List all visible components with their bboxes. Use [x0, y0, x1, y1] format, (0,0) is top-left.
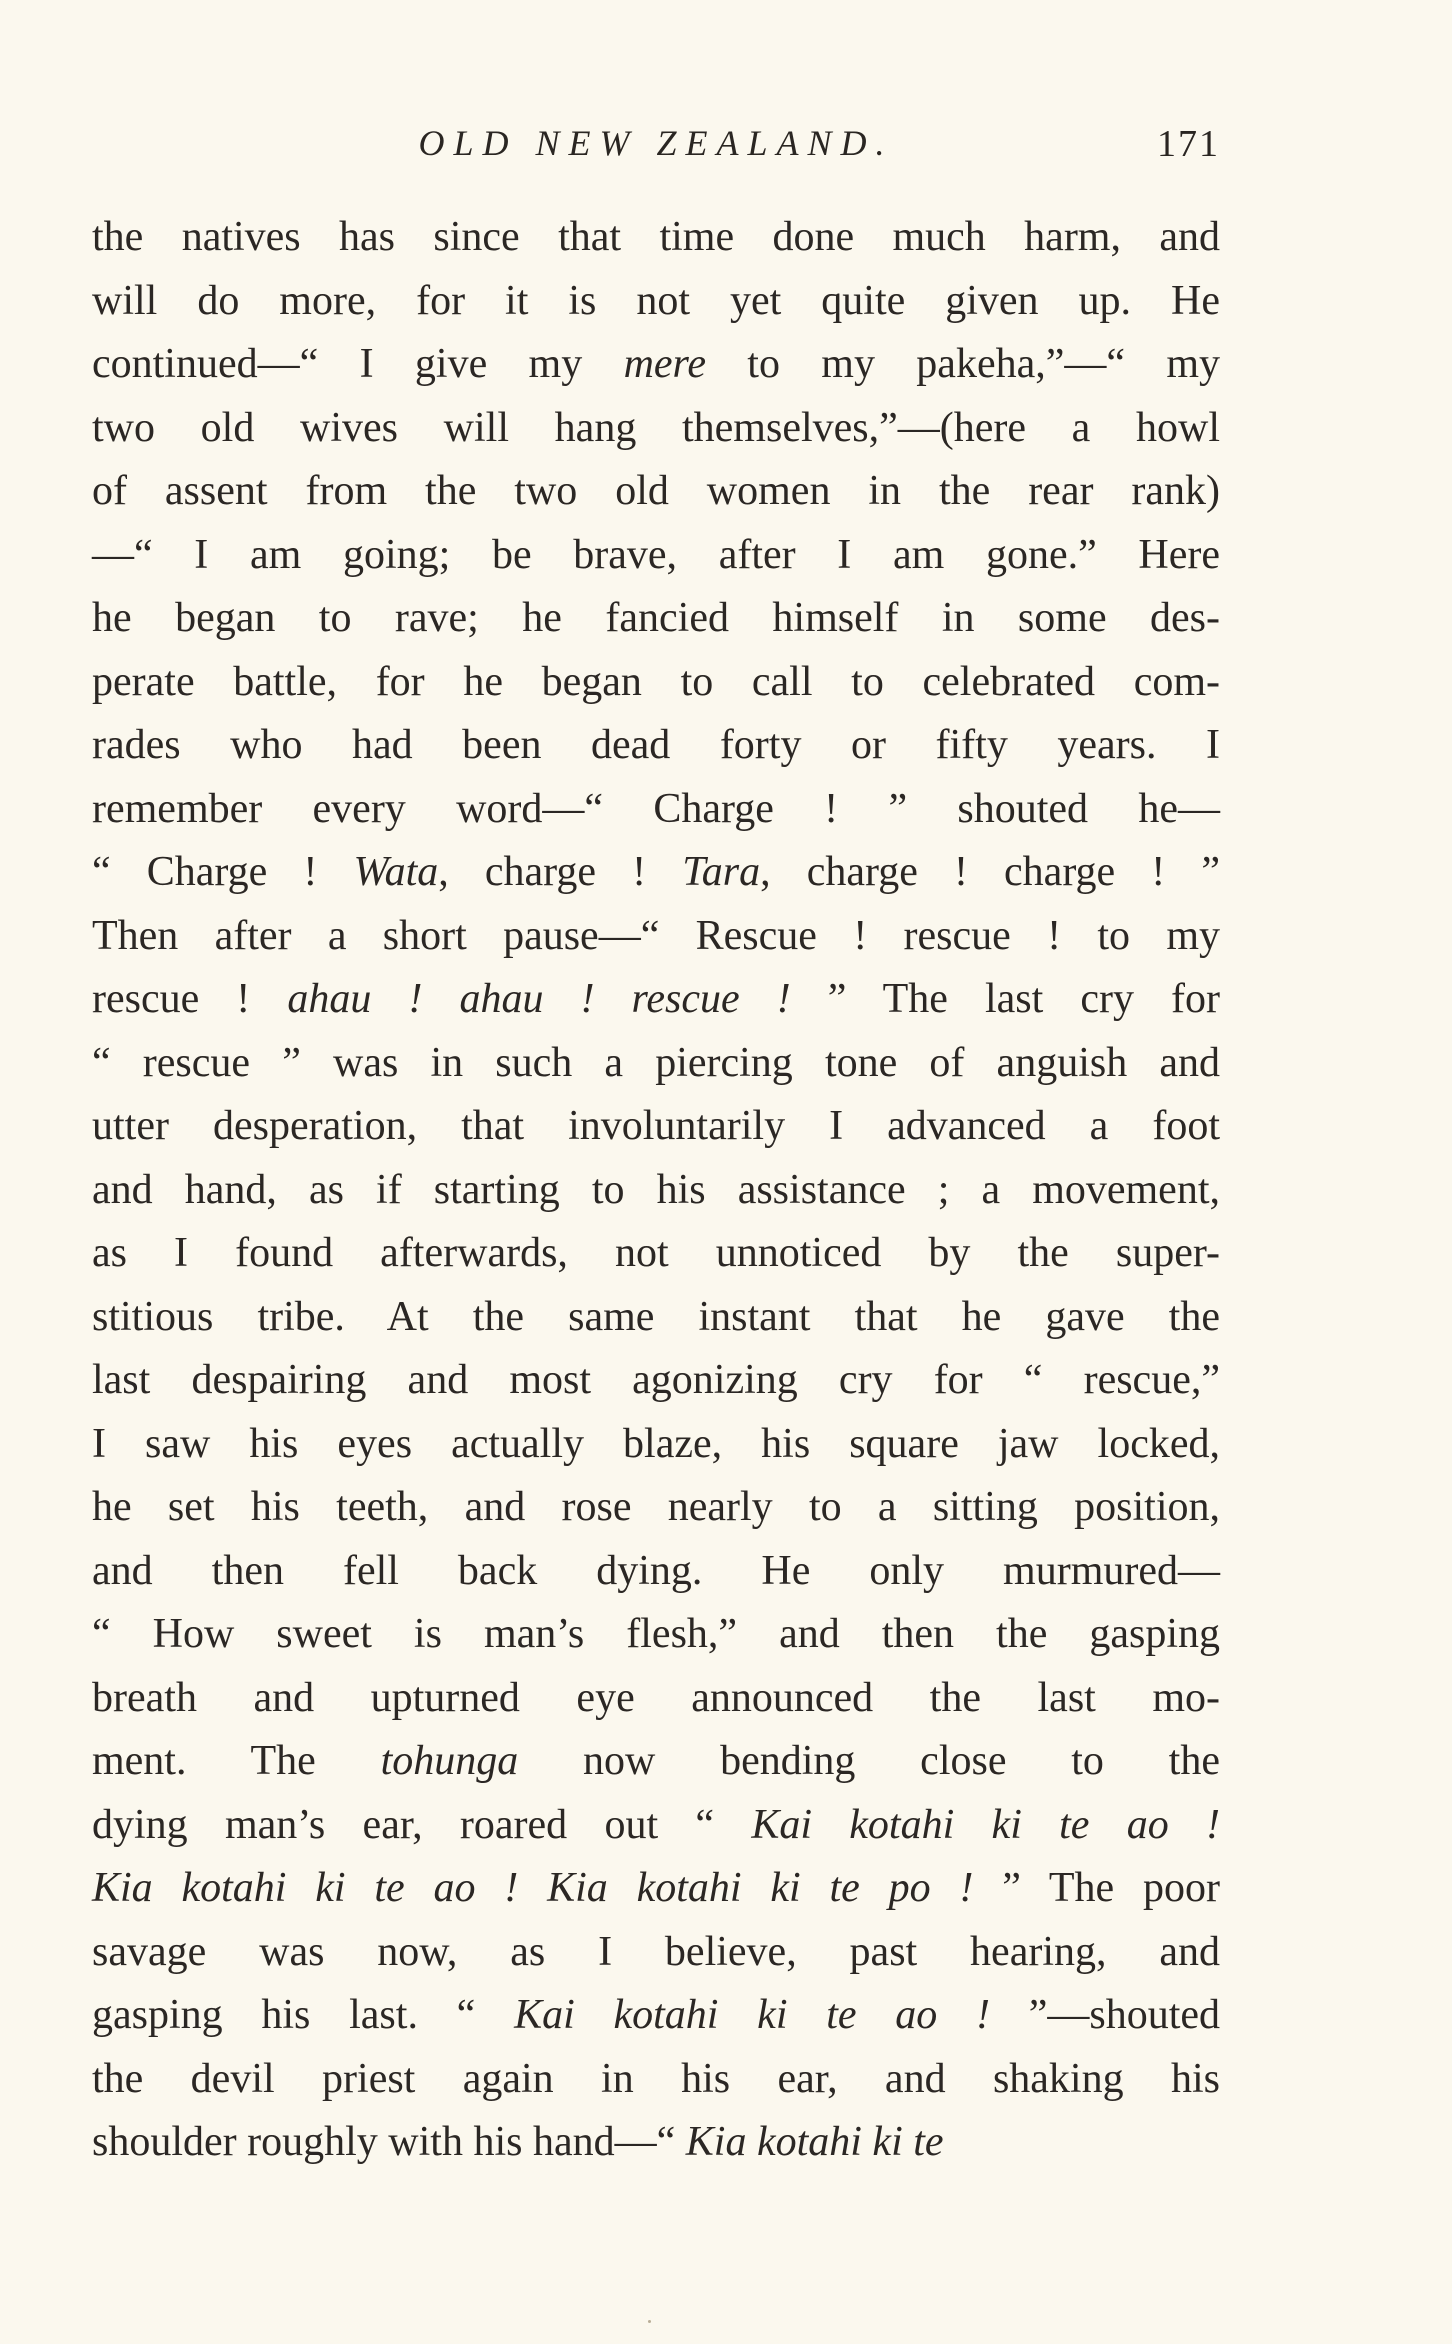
text-run: two old wives will hang themselves,”—(here a howl: [92, 404, 1220, 451]
text-run: stitious tribe. At the same instant that he gave the: [92, 1293, 1220, 1340]
text-run: perate battle, for he began to call to celebrated com-: [92, 658, 1220, 705]
text-run: , charge ! charge ! ”: [760, 849, 1221, 895]
text-line: [92, 714, 1220, 778]
text-line: [92, 2048, 1220, 2112]
text-run: rescue !: [92, 976, 288, 1022]
text-run: he began to rave; he fancied himself in some des-: [92, 595, 1220, 641]
text-run: Then after a short pause—“ Rescue ! rescue ! to my: [92, 912, 1220, 959]
text-run: —“ I am going; be brave, after I am gone.” Here: [92, 531, 1220, 578]
text-run: gasping his last. “: [92, 1992, 515, 2038]
text-run: as I found afterwards, not unnoticed by the super-: [92, 1230, 1220, 1276]
italic-text: Wata: [353, 849, 439, 895]
text-run: the natives has since that time done much harm, and: [92, 214, 1220, 260]
text-line: [92, 1984, 1220, 2048]
text-line: [92, 1794, 1220, 1858]
text-run: breath and upturned eye announced the last mo-: [92, 1674, 1220, 1721]
text-run: will do more, for it is not yet quite given up. He: [92, 277, 1220, 324]
text-line: [92, 587, 1220, 651]
text-line: [92, 333, 1220, 397]
text-line: [92, 1857, 1220, 1921]
page-number: 171: [1157, 123, 1220, 165]
text-line: [92, 1413, 1220, 1477]
text-line: [92, 1921, 1220, 1985]
text-run: ” The poor: [973, 1865, 1220, 1911]
text-run: remember every word—“ Charge ! ” shouted he—: [92, 785, 1220, 832]
text-run: shoulder roughly with his hand—“: [92, 2119, 686, 2165]
text-line: [92, 1286, 1220, 1350]
text-line: [92, 1222, 1220, 1286]
text-run: and hand, as if starting to his assistance ; a movement,: [92, 1166, 1220, 1213]
text-line: [92, 1159, 1220, 1223]
text-line: [92, 206, 1220, 270]
text-line: [92, 968, 1220, 1032]
text-line: [92, 460, 1220, 524]
text-line: [92, 778, 1220, 842]
text-run: savage was now, as I believe, past hearing, and: [92, 1928, 1220, 1975]
text-run: “ How sweet is man’s flesh,” and then the gasping: [92, 1611, 1220, 1657]
italic-text: Kia kotahi ki te: [685, 2119, 944, 2165]
text-run: ment. The: [92, 1738, 381, 1784]
text-line: [92, 1476, 1220, 1540]
text-line: [92, 905, 1220, 969]
text-run: of assent from the two old women in the rear rank): [92, 468, 1220, 514]
text-line: [92, 1603, 1220, 1667]
paper-speck: [648, 2320, 651, 2323]
text-line: [92, 2111, 1220, 2175]
text-line: [92, 524, 1220, 588]
text-run: “ Charge !: [92, 849, 354, 895]
text-line: [92, 270, 1220, 334]
text-run: he set his teeth, and rose nearly to a sitting position,: [92, 1484, 1220, 1530]
text-line: [92, 1095, 1220, 1159]
text-line: [92, 1730, 1220, 1794]
running-title: OLD NEW ZEALAND.: [418, 123, 894, 163]
text-line: [92, 651, 1220, 715]
italic-text: Kai kotahi ki te ao !: [514, 1992, 990, 2038]
text-run: I saw his eyes actually blaze, his square jaw locked,: [92, 1420, 1220, 1467]
italic-text: Kai kotahi ki te ao !: [751, 1801, 1220, 1848]
text-run: ”—shouted: [989, 1992, 1221, 2038]
text-run: the devil priest again in his ear, and shaking his: [92, 2055, 1220, 2102]
text-line: [92, 1349, 1220, 1413]
text-run: and then fell back dying. He only murmured—: [92, 1547, 1220, 1594]
text-run: , charge !: [438, 849, 683, 895]
text-run: rades who had been dead forty or fifty years. I: [92, 722, 1220, 768]
text-run: ” The last cry for: [790, 976, 1221, 1022]
italic-text: Kia kotahi ki te ao ! Kia kotahi ki te po !: [92, 1865, 974, 1911]
text-line: [92, 1667, 1220, 1731]
text-line: [92, 1032, 1220, 1096]
text-run: to my pakeha,”—“ my: [705, 341, 1221, 387]
text-run: utter desperation, that involuntarily I advanced a foot: [92, 1103, 1220, 1149]
running-header: [92, 122, 1220, 172]
italic-text: ahau ! ahau ! rescue !: [287, 976, 791, 1022]
body-text: [92, 206, 1220, 2175]
text-line: [92, 841, 1220, 905]
italic-text: tohunga: [380, 1738, 519, 1784]
text-line: [92, 397, 1220, 461]
text-run: now bending close to the: [518, 1738, 1220, 1784]
italic-text: Tara: [682, 849, 761, 895]
text-run: “ rescue ” was in such a piercing tone of anguish and: [92, 1039, 1220, 1086]
text-line: [92, 1540, 1220, 1604]
italic-text: mere: [623, 341, 706, 387]
text-run: dying man’s ear, roared out “: [92, 1801, 752, 1848]
text-run: continued—“ I give my: [92, 341, 624, 387]
text-run: last despairing and most agonizing cry for “ rescue,”: [92, 1357, 1220, 1403]
